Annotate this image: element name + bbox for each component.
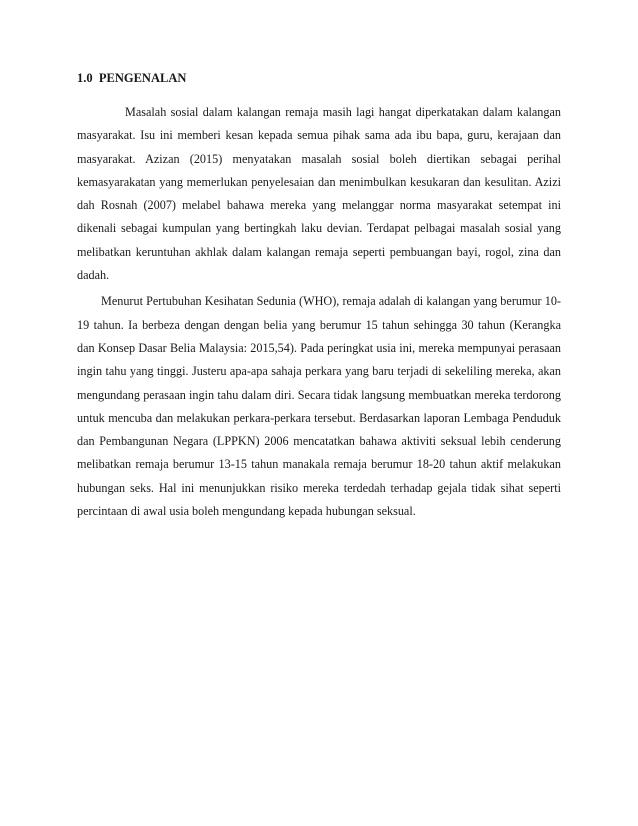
- paragraph-who-definition: Menurut Pertubuhan Kesihatan Sedunia (WHO), remaja adalah di kalangan yang berumur 10-19 tahun. Ia berbeza dengan dengan belia yang berumur 15 tahun sehingga 30 tahun (Kerangka dan Konsep Dasar Belia Malaysia: 2015,54). Pada peringkat usia ini, mereka mempunyai perasaan ingin tahu yang tinggi. Justeru apa-apa sahaja perkara yang baru terjadi di sekeliling mereka, akan mengundang perasaan ingin tahu dalam diri. Secara tidak langsung membuatkan mereka terdorong untuk mencuba dan melakukan perkara-perkara tersebut. Berdasarkan laporan Lembaga Penduduk dan Pembangunan Negara (LPPKN) 2006 mencatatkan bahawa aktiviti seksual lebih cenderung melibatkan remaja berumur 13-15 tahun manakala remaja berumur 18-20 tahun aktif melakukan hubungan seks. Hal ini menunjukkan risiko mereka terdedah terhadap gejala tidak sihat seperti percintaan di awal usia boleh mengundang kepada hubungan seksual.: [77, 294, 561, 519]
- paragraph-introduction: Masalah sosial dalam kalangan remaja masih lagi hangat diperkatakan dalam kalangan masyarakat. Isu ini memberi kesan kepada semua pihak sama ada ibu bapa, guru, kerajaan dan masyarakat. Azizan (2015) menyatakan masalah sosial boleh diertikan sebagai perihal kemasyarakatan yang memerlukan penyelesaian dan menimbulkan kesukaran dan kesulitan. Azizi dah Rosnah (2007) melabel bahawa mereka yang melanggar norma masyarakat setempat ini dikenali sebagai kumpulan yang bertingkah laku devian. Terdapat pelbagai masalah sosial yang melibatkan keruntuhan akhlak dalam kalangan remaja seperti pembuangan bayi, rogol, zina dan dadah.: [77, 105, 561, 283]
- document-body: [77, 70, 561, 523]
- section-heading: 1.0 PENGENALAN: [77, 71, 187, 85]
